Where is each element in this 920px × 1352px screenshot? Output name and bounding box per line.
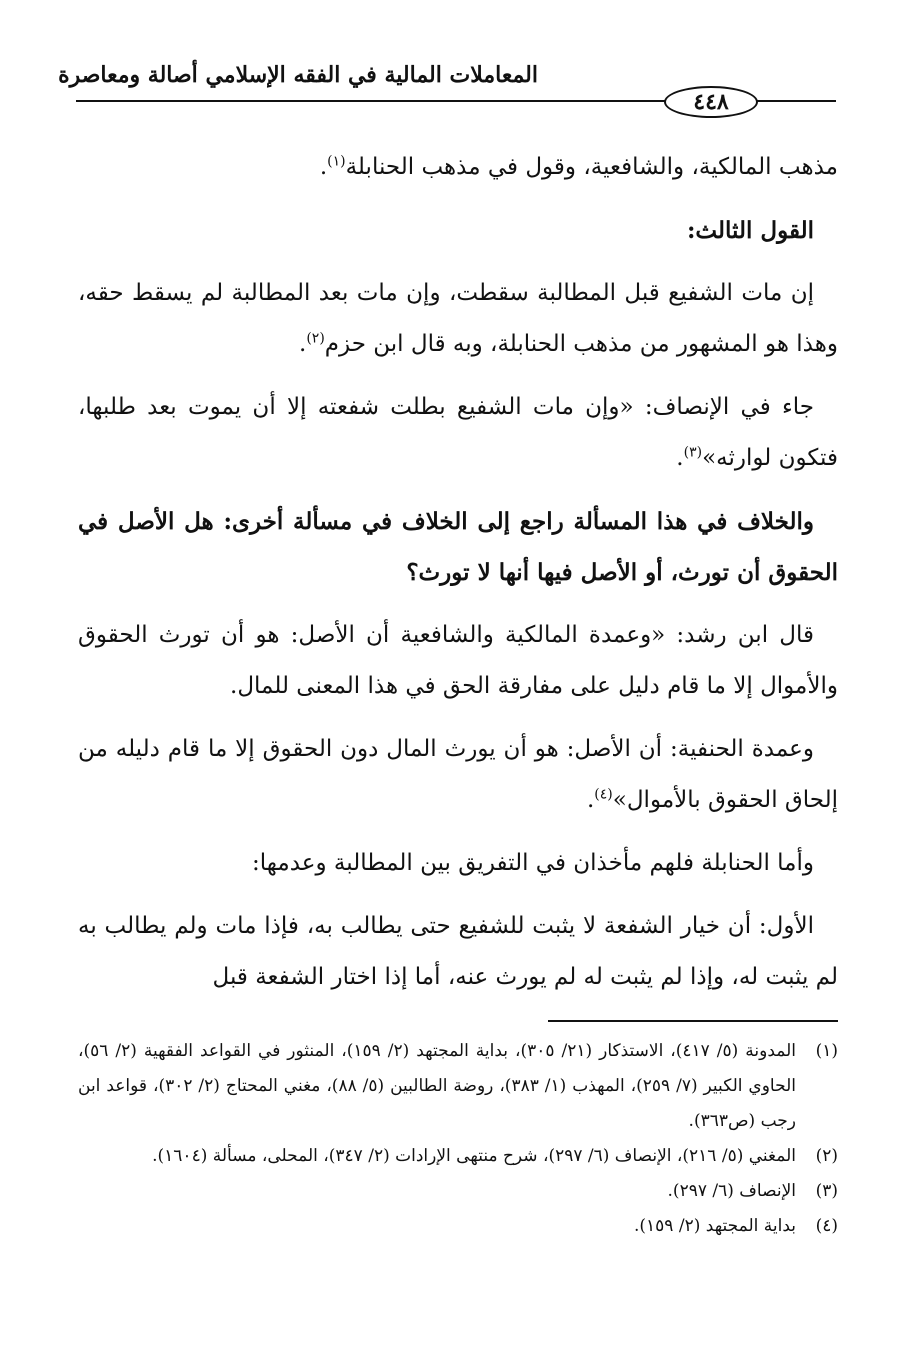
- running-header-title: المعاملات المالية في الفقه الإسلامي أصالة ومعاصرة: [58, 62, 538, 88]
- paragraph-1: مذهب المالكية، والشافعية، وقول في مذهب الحنابلة$^{(١)}$.: [319, 153, 838, 180]
- header-rule-right: [752, 100, 836, 102]
- footnote-4: [78, 1209, 838, 1244]
- paragraph-5: قال ابن رشد: «وعمدة المالكية والشافعية أن الأصل: هو أن تورث الحقوق والأموال إلا ما قام دليل على مفارقة الحق في هذا المعنى للمال.: [78, 622, 838, 699]
- footnote-ref-4: (٤): [594, 786, 613, 803]
- footnote-text: المدونة (٥/ ٤١٧)، الاستذكار (٢١/ ٣٠٥)، بداية المجتهد (٢/ ١٥٩)، المنثور في القواعد الفقهية (٢/ ٥٦)، الحاوي الكبير (٧/ ٢٥٩)، المهذب (١/ ٣٨٣)، روضة الطالبين (٥/ ٨٨)، مغني المحتاج (٢/ ٣٠٢)، قواعد ابن رجب (ص٣٦٣).: [78, 1041, 796, 1131]
- paragraph-2: إن مات الشفيع قبل المطالبة سقطت، وإن مات بعد المطالبة لم يسقط حقه، وهذا هو المشهور من مذهب الحنابلة، وبه قال ابن حزم$^{(٢)}$.: [78, 280, 838, 357]
- footnote-ref-2: (٢): [306, 330, 325, 347]
- footnote-number: (٢): [815, 1146, 838, 1166]
- footnote-text: بداية المجتهد (٢/ ١٥٩).: [634, 1216, 796, 1236]
- footnote-text: المغني (٥/ ٢١٦)، الإنصاف (٦/ ٢٩٧)، شرح منتهى الإرادات (٢/ ٣٤٧)، المحلى، مسألة (١٦٠٤).: [152, 1146, 796, 1166]
- footnote-2: [78, 1139, 838, 1174]
- footnote-number: (٣): [815, 1181, 838, 1201]
- paragraph-3: جاء في الإنصاف: «وإن مات الشفيع بطلت شفعته إلا أن يموت بعد طلبها، فتكون لوارثه»$^{(٣)}$.: [78, 394, 838, 471]
- footnote-ref-1: (١): [327, 153, 346, 170]
- footnote-text: الإنصاف (٦/ ٢٩٧).: [667, 1181, 796, 1201]
- footnote-1: [78, 1034, 838, 1139]
- footnotes: [78, 1034, 838, 1244]
- paragraph-7: وأما الحنابلة فلهم مأخذان في التفريق بين المطالبة وعدمها:: [252, 850, 814, 876]
- header-rule-left: [76, 100, 666, 102]
- footnote-3: [78, 1174, 838, 1209]
- footnote-number: (٤): [815, 1216, 838, 1236]
- paragraph-4: والخلاف في هذا المسألة راجع إلى الخلاف في مسألة أخرى: هل الأصل في الحقوق أن تورث، أو الأصل فيها أنها لا تورث؟: [78, 508, 838, 586]
- footnote-separator: [548, 1020, 838, 1022]
- footnote-ref-3: (٣): [683, 444, 703, 461]
- paragraph-8: الأول: أن خيار الشفعة لا يثبت للشفيع حتى يطالب به، فإذا مات ولم يطالب به لم يثبت له، وإذا لم يثبت له لم يورث عنه، أما إذا اختار الشفعة قبل: [78, 913, 838, 990]
- paragraph-6: وعمدة الحنفية: أن الأصل: هو أن يورث المال دون الحقوق إلا ما قام دليله من إلحاق الحقوق بالأموال»$^{(٤)}$.: [78, 736, 838, 813]
- footnote-number: (١): [815, 1041, 838, 1061]
- page-number: ٤٤٨: [664, 86, 758, 118]
- main-text: [78, 142, 838, 1015]
- section-heading-third-opinion: القول الثالث:: [686, 217, 814, 244]
